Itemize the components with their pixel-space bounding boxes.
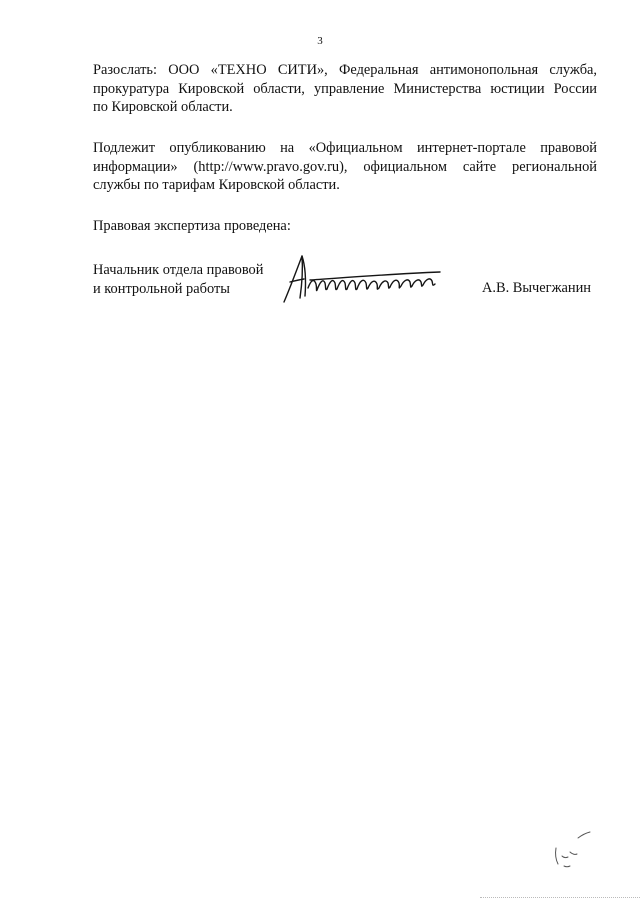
publication-line: службы по тарифам Кировской области. bbox=[93, 177, 340, 193]
signatory-position-line: Начальник отдела правовой bbox=[93, 262, 264, 278]
distribution-paragraph bbox=[93, 61, 597, 117]
distribution-line: по Кировской области. bbox=[93, 99, 233, 115]
expertise-text: Правовая экспертиза проведена: bbox=[93, 218, 291, 234]
signatory-position bbox=[93, 261, 263, 298]
distribution-line: прокуратура Кировской области, управление Министерства юстиции России bbox=[93, 80, 597, 97]
handwritten-signature bbox=[280, 252, 450, 304]
expertise-note bbox=[93, 217, 597, 236]
distribution-line: Разослать: ООО «ТЕХНО СИТИ», Федеральная антимонопольная служба, bbox=[93, 62, 597, 78]
publication-line: информации» (http://www.pravo.gov.ru), официальном сайте региональной bbox=[93, 158, 597, 175]
page-number: 3 bbox=[317, 35, 323, 47]
publication-line: Подлежит опубликованию на «Официальном интернет-портале правовой bbox=[93, 140, 597, 156]
bottom-dotted-rule bbox=[480, 897, 640, 898]
handwritten-mark bbox=[542, 826, 598, 872]
signatory-position-line: и контрольной работы bbox=[93, 280, 230, 297]
signatory-name: А.В. Вычегжанин bbox=[482, 280, 592, 296]
publication-paragraph bbox=[93, 139, 597, 195]
